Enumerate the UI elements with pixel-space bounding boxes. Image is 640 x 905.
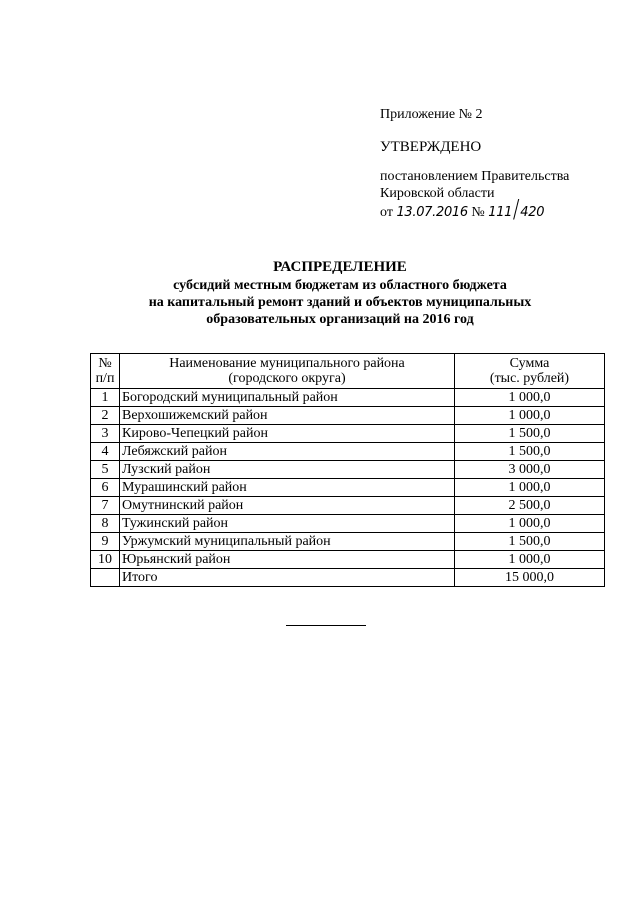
row-name: Уржумский муниципальный район — [120, 533, 455, 551]
table-row — [91, 461, 605, 479]
row-num: 8 — [91, 515, 120, 533]
total-sum: 15 000,0 — [455, 569, 605, 587]
table-total-row — [91, 569, 605, 587]
row-num: 2 — [91, 407, 120, 425]
table-row — [91, 497, 605, 515]
row-sum: 1 000,0 — [455, 389, 605, 407]
row-sum: 1 000,0 — [455, 515, 605, 533]
row-sum: 1 000,0 — [455, 479, 605, 497]
table-row — [91, 389, 605, 407]
title-line-3: образовательных организаций на 2016 год — [206, 312, 474, 327]
row-name: Верхошижемский район — [120, 407, 455, 425]
title-line-1: субсидий местным бюджетам из областного бюджета — [173, 278, 507, 293]
row-num: 9 — [91, 533, 120, 551]
table-row — [91, 443, 605, 461]
table-row — [91, 551, 605, 569]
row-num: 4 — [91, 443, 120, 461]
closing-rule-divider — [286, 625, 366, 626]
row-num: 10 — [91, 551, 120, 569]
header-num-line-2: п/п — [95, 371, 115, 386]
title-line-2: на капитальный ремонт зданий и объектов муниципальных — [148, 295, 532, 310]
row-num: 1 — [91, 389, 120, 407]
row-num: 6 — [91, 479, 120, 497]
header-name-line-2: (городского округа) — [228, 371, 346, 386]
table-row — [91, 425, 605, 443]
header-sum-line-2: (тыс. рублей) — [489, 371, 570, 386]
subsidy-table — [90, 353, 605, 587]
row-name: Юрьянский район — [120, 551, 455, 569]
header-num-line-1: № — [98, 356, 112, 371]
total-num — [91, 569, 120, 587]
title-main: РАСПРЕДЕЛЕНИЕ — [273, 259, 407, 275]
row-num: 3 — [91, 425, 120, 443]
row-name: Кирово-Чепецкий район — [120, 425, 455, 443]
row-name: Тужинский район — [120, 515, 455, 533]
row-name: Богородский муниципальный район — [120, 389, 455, 407]
decree-slash: / — [513, 190, 520, 226]
row-sum: 1 500,0 — [455, 533, 605, 551]
row-num: 5 — [91, 461, 120, 479]
row-name: Лузский район — [120, 461, 455, 479]
header-num — [91, 354, 120, 389]
row-name: Мурашинский район — [120, 479, 455, 497]
table-row — [91, 479, 605, 497]
row-sum: 1 000,0 — [455, 407, 605, 425]
row-sum: 2 500,0 — [455, 497, 605, 515]
header-sum — [455, 354, 605, 389]
row-num: 7 — [91, 497, 120, 515]
table-row — [91, 407, 605, 425]
header-name — [120, 354, 455, 389]
document-title — [90, 259, 590, 328]
header-sum-line-1: Сумма — [509, 356, 550, 371]
header-name-line-1: Наименование муниципального района — [169, 356, 405, 371]
row-sum: 1 500,0 — [455, 443, 605, 461]
row-sum: 1 000,0 — [455, 551, 605, 569]
approved-stamp: УТВЕРЖДЕНО — [380, 139, 482, 155]
row-sum: 3 000,0 — [455, 461, 605, 479]
decree-line-1: постановлением Правительства — [380, 169, 570, 184]
row-name: Омутнинский район — [120, 497, 455, 515]
approval-block — [380, 106, 630, 226]
table-header-row — [91, 354, 605, 389]
table-row — [91, 515, 605, 533]
row-sum: 1 500,0 — [455, 425, 605, 443]
decree-prefix: от — [380, 205, 393, 220]
decree-number: 111 — [488, 205, 513, 220]
row-name: Лебяжский район — [120, 443, 455, 461]
annex-label: Приложение № 2 — [380, 107, 483, 122]
decree-line-2: Кировской области — [380, 186, 495, 201]
decree-number-label: № — [471, 205, 485, 220]
decree-date: 13.07.2016 — [396, 205, 468, 220]
decree-suffix: 420 — [520, 205, 545, 220]
total-label: Итого — [120, 569, 455, 587]
table-row — [91, 533, 605, 551]
